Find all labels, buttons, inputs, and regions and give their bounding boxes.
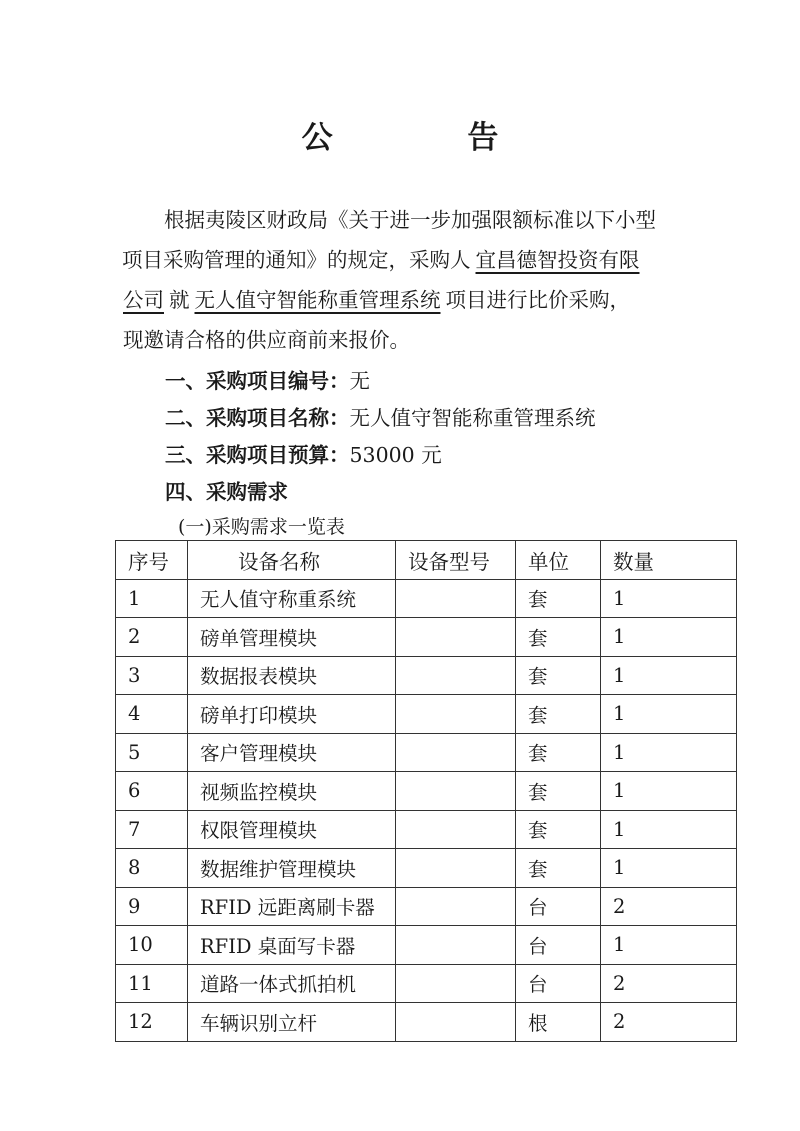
- cell-model: [396, 656, 516, 695]
- cell-qty: 1: [601, 618, 737, 657]
- header-cell: 单位: [516, 541, 601, 580]
- cell-name: 道路一体式抓拍机: [188, 964, 396, 1003]
- cell-model: [396, 926, 516, 965]
- cell-unit: 套: [516, 849, 601, 888]
- intro-text: 就: [169, 288, 190, 312]
- table-row: [116, 579, 737, 618]
- cell-qty: 1: [601, 926, 737, 965]
- intro-text: 项目进行比价采购，: [445, 288, 630, 312]
- section-label: 二、采购项目名称：: [165, 406, 350, 430]
- cell-model: [396, 733, 516, 772]
- cell-model: [396, 579, 516, 618]
- cell-model: [396, 964, 516, 1003]
- cell-name: 车辆识别立杆: [188, 1003, 396, 1042]
- cell-qty: 1: [601, 772, 737, 811]
- cell-model: [396, 695, 516, 734]
- cell-model: [396, 1003, 516, 1042]
- cell-name: 磅单管理模块: [188, 618, 396, 657]
- table-row: [116, 656, 737, 695]
- intro-line: 现邀请合格的供应商前来报价。: [123, 328, 410, 352]
- cell-name: 视频监控模块: [188, 772, 396, 811]
- cell-index: 6: [116, 772, 188, 811]
- cell-name: 数据维护管理模块: [188, 849, 396, 888]
- table-title: (一)采购需求一览表: [178, 516, 345, 538]
- purchaser-name-cont: 公司: [123, 288, 164, 312]
- table-row: [116, 926, 737, 965]
- cell-unit: 套: [516, 618, 601, 657]
- cell-index: 10: [116, 926, 188, 965]
- cell-qty: 2: [601, 1003, 737, 1042]
- cell-qty: 1: [601, 656, 737, 695]
- table-row: [116, 772, 737, 811]
- cell-name: RFID 远距离刷卡器: [188, 887, 396, 926]
- table-row: [116, 733, 737, 772]
- section-requirements: [165, 475, 288, 505]
- cell-index: 8: [116, 849, 188, 888]
- cell-name: 权限管理模块: [188, 810, 396, 849]
- cell-unit: 套: [516, 772, 601, 811]
- cell-unit: 套: [516, 656, 601, 695]
- header-cell: 数量: [601, 541, 737, 580]
- purchaser-name: 宜昌德智投资有限: [475, 248, 640, 272]
- cell-qty: 1: [601, 733, 737, 772]
- table-row: [116, 887, 737, 926]
- intro-paragraph: [123, 200, 683, 360]
- cell-unit: 套: [516, 695, 601, 734]
- header-cell: 设备名称: [188, 541, 396, 580]
- cell-unit: 台: [516, 964, 601, 1003]
- table-header-row: [116, 541, 737, 580]
- cell-index: 7: [116, 810, 188, 849]
- cell-qty: 2: [601, 887, 737, 926]
- section-label: 三、采购项目预算：: [165, 443, 350, 467]
- cell-name: 客户管理模块: [188, 733, 396, 772]
- table-row: [116, 964, 737, 1003]
- cell-index: 5: [116, 733, 188, 772]
- section-value: 53000 元: [349, 443, 442, 467]
- cell-qty: 1: [601, 810, 737, 849]
- cell-qty: 1: [601, 579, 737, 618]
- section-project-name: [165, 401, 596, 431]
- table-row: [116, 849, 737, 888]
- table-row: [116, 1003, 737, 1042]
- table-row: [116, 618, 737, 657]
- cell-index: 9: [116, 887, 188, 926]
- section-project-number: [165, 364, 370, 394]
- cell-index: 3: [116, 656, 188, 695]
- requirements-table: [115, 540, 737, 1042]
- cell-unit: 台: [516, 887, 601, 926]
- project-name: 无人值守智能称重管理系统: [194, 288, 441, 312]
- page-title: 公 告: [301, 120, 561, 156]
- cell-index: 2: [116, 618, 188, 657]
- intro-line: 根据夷陵区财政局《关于进一步加强限额标准以下小型: [164, 208, 656, 232]
- cell-index: 1: [116, 579, 188, 618]
- cell-unit: 根: [516, 1003, 601, 1042]
- cell-model: [396, 772, 516, 811]
- header-cell: 序号: [116, 541, 188, 580]
- section-label: 一、采购项目编号：: [165, 369, 350, 393]
- table-row: [116, 695, 737, 734]
- cell-name: 数据报表模块: [188, 656, 396, 695]
- cell-qty: 1: [601, 849, 737, 888]
- cell-name: 无人值守称重系统: [188, 579, 396, 618]
- cell-unit: 套: [516, 733, 601, 772]
- cell-name: 磅单打印模块: [188, 695, 396, 734]
- cell-index: 4: [116, 695, 188, 734]
- table-row: [116, 810, 737, 849]
- intro-line: [123, 280, 683, 320]
- cell-unit: 套: [516, 810, 601, 849]
- intro-line: [122, 240, 683, 280]
- section-value: 无: [349, 369, 370, 393]
- cell-qty: 1: [601, 695, 737, 734]
- cell-qty: 2: [601, 964, 737, 1003]
- cell-model: [396, 887, 516, 926]
- section-budget: [165, 438, 442, 468]
- cell-index: 12: [116, 1003, 188, 1042]
- header-cell: 设备型号: [396, 541, 516, 580]
- section-value: 无人值守智能称重管理系统: [349, 406, 596, 430]
- section-label: 四、采购需求: [165, 480, 288, 504]
- cell-model: [396, 849, 516, 888]
- cell-model: [396, 810, 516, 849]
- cell-unit: 套: [516, 579, 601, 618]
- cell-index: 11: [116, 964, 188, 1003]
- cell-name: RFID 桌面写卡器: [188, 926, 396, 965]
- cell-unit: 台: [516, 926, 601, 965]
- cell-model: [396, 618, 516, 657]
- intro-text: 项目采购管理的通知》的规定，采购人: [122, 248, 471, 272]
